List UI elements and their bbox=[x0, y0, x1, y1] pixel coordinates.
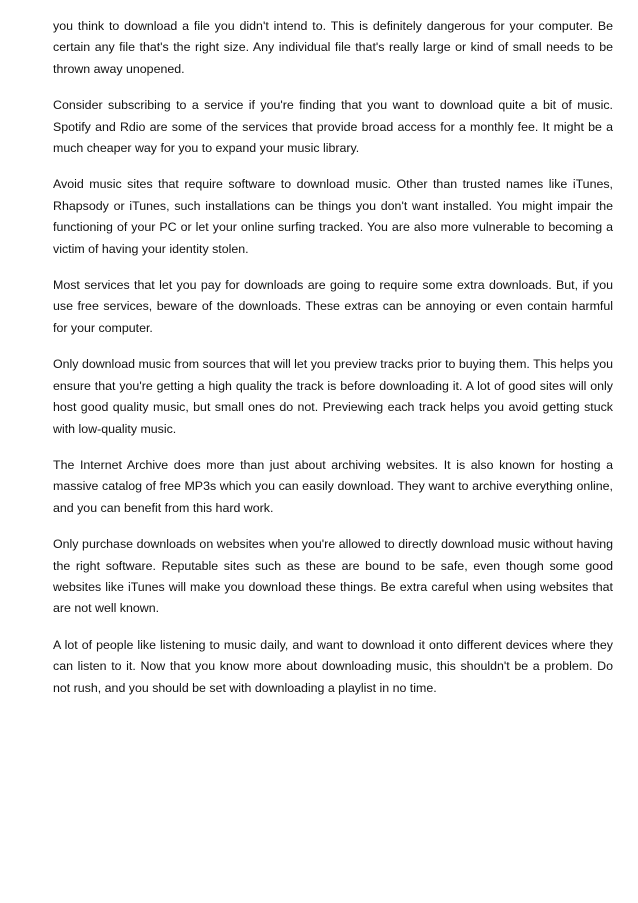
paragraph-6: The Internet Archive does more than just about archiving websites. It is also known for hosting a massive catalog of free MP3s which you can easily download. They want to archive everything online, and you can benefit from this hard work. bbox=[53, 457, 613, 515]
paragraph-3: Avoid music sites that require software to download music. Other than trusted names like iTunes, Rhapsody or iTunes, such installations can be things you don't want installed. You might impair the functioning of your PC or let your online surfing tracked. You are also more vulnerable to becoming a victim of having your identity stolen. bbox=[53, 177, 613, 256]
paragraph-5: Only download music from sources that will let you preview tracks prior to buying them. This helps you ensure that you're getting a high quality the track is before downloading it. A lot of good sites will only host good quality music, but small ones do not. Previewing each track helps you avoid getting stuck with low-quality music. bbox=[53, 357, 613, 436]
paragraph-8: A lot of people like listening to music daily, and want to download it onto different devices where they can listen to it. Now that you know more about downloading music, this shouldn't be a problem. Do not rush, and you should be set with downloading a playlist in no time. bbox=[53, 637, 613, 695]
paragraph-7: Only purchase downloads on websites when you're allowed to directly download music without having the right software. Reputable sites such as these are bound to be safe, even though some good websites like iTunes will make you download these things. Be extra careful when using websites that are not well known. bbox=[53, 537, 613, 616]
paragraph-1: you think to download a file you didn't intend to. This is definitely dangerous for your computer. Be certain any file that's the right size. Any individual file that's really large or kind of small needs to be thrown away unopened. bbox=[53, 19, 613, 76]
document-body bbox=[53, 16, 613, 714]
paragraph-2: Consider subscribing to a service if you're finding that you want to download quite a bit of music. Spotify and Rdio are some of the services that provide broad access for a monthly fee. It might be a much cheaper way for you to expand your music library. bbox=[53, 98, 613, 156]
paragraph-4: Most services that let you pay for downloads are going to require some extra downloads. But, if you use free services, beware of the downloads. These extras can be annoying or even contain harmful for your computer. bbox=[53, 278, 613, 335]
